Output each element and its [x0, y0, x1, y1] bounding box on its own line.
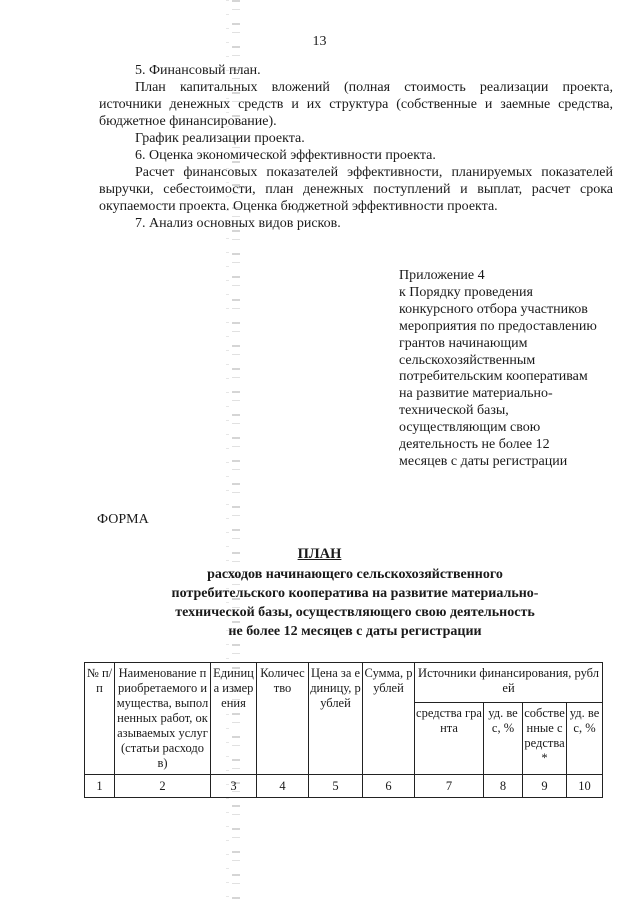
plan-subtitle-line: не более 12 месяцев с даты регистрации: [228, 624, 482, 639]
document-body: [99, 62, 613, 232]
section-economic-efficiency: 6. Оценка экономической эффективности проекта.: [135, 148, 436, 163]
column-number: 3: [211, 775, 257, 798]
annex-line: Приложение 4: [399, 268, 485, 283]
plan-subtitle-line: расходов начинающего сельскохозяйственного: [207, 567, 503, 582]
header-own-funds: собственные средства *: [523, 702, 567, 774]
column-number: 5: [309, 775, 363, 798]
column-number: 2: [115, 775, 211, 798]
annex-line: на развитие материально-: [399, 386, 553, 402]
financial-indicators-paragraph: Расчет финансовых показателей эффективности, планируемых показателей выручки, себестоимости, план денежных поступлений и выплат, расчет срока окупаемости проекта. Оценка бюджетной эффективности проекта.: [99, 165, 613, 214]
column-number: 1: [85, 775, 115, 798]
header-grant-share: уд. вес, %: [484, 702, 523, 774]
implementation-schedule: График реализации проекта.: [135, 131, 305, 146]
header-name: Наименование приобретаемого имущества, выполненных работ, оказываемых услуг (статьи расходов): [115, 663, 211, 775]
annex-line: деятельность не более 12: [399, 437, 550, 453]
header-price: Цена за единицу, рублей: [309, 663, 363, 775]
column-number: 6: [363, 775, 415, 798]
plan-subtitle: [120, 565, 590, 641]
header-quantity: Количество: [257, 663, 309, 775]
section-risk-analysis: 7. Анализ основных видов рисков.: [135, 216, 341, 231]
annex-line: осуществляющим свою: [399, 420, 541, 436]
page-number: 13: [312, 34, 327, 49]
header-num: № п/п: [85, 663, 115, 775]
annex-line: сельскохозяйственным: [399, 352, 536, 368]
annex-line: потребительским кооперативам: [399, 369, 588, 385]
header-funding-sources: Источники финансирования, рублей: [415, 663, 603, 703]
form-label: ФОРМА: [97, 512, 149, 527]
capital-investment-plan: План капитальных вложений (полная стоимость реализации проекта, источники денежных средств и их структура (собственные и заемные средства, бюджетное финансирование).: [99, 80, 613, 129]
annex-line: грантов начинающим: [399, 335, 528, 351]
plan-subtitle-line: потребительского кооператива на развитие материально-: [171, 586, 539, 601]
annex-line: к Порядку проведения: [399, 284, 533, 300]
column-number: 8: [484, 775, 523, 798]
header-grant-funds: средства гранта: [415, 702, 484, 774]
column-number: 10: [567, 775, 603, 798]
expenses-table: [84, 662, 603, 798]
header-sum: Сумма, рублей: [363, 663, 415, 775]
header-own-share: уд. вес, %: [567, 702, 603, 774]
plan-title: ПЛАН: [297, 546, 342, 562]
header-unit: Единица измерения: [211, 663, 257, 775]
annex-line: месяцев с даты регистрации: [399, 453, 568, 469]
annex-reference: [399, 268, 614, 471]
section-financial-plan: 5. Финансовый план.: [135, 63, 261, 78]
annex-line: конкурсного отбора участников: [399, 301, 588, 317]
column-number: 4: [257, 775, 309, 798]
annex-line: мероприятия по предоставлению: [399, 318, 597, 334]
plan-subtitle-line: технической базы, осуществляющего свою деятельность: [175, 605, 535, 620]
column-number: 9: [523, 775, 567, 798]
column-numbers-row: [85, 775, 603, 798]
column-number: 7: [415, 775, 484, 798]
annex-line: технической базы,: [399, 403, 509, 419]
